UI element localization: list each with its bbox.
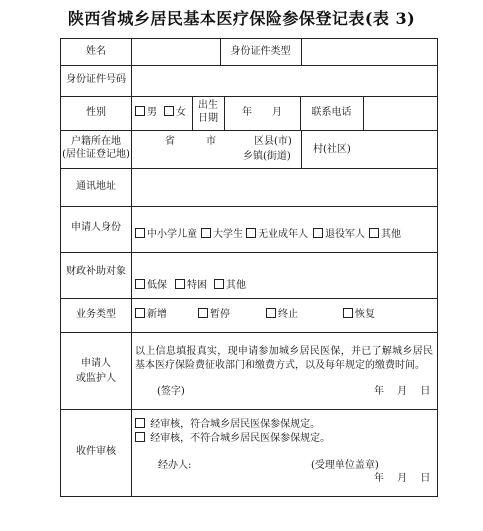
city-unit: 市 <box>206 136 216 147</box>
row-divider <box>61 65 437 66</box>
checkbox[interactable] <box>135 228 145 238</box>
declaration-text: 以上信息填报真实，现申请参加城乡居民医保，并已了解城乡居民基本医疗保险费征收部门和缴费方式，以及每年规定的缴费时间。 <box>135 346 433 371</box>
stamp-label: (受理单位盖章) <box>311 460 379 471</box>
signature-label: (签字) <box>157 386 185 397</box>
checkbox[interactable] <box>175 279 185 289</box>
column-divider <box>363 96 364 130</box>
handler-label: 经办人: <box>158 460 192 471</box>
applicant-label: 申请人 或监护人 <box>76 358 116 384</box>
business-option-resume[interactable]: 恢复 <box>343 308 375 322</box>
checkbox[interactable] <box>164 106 174 116</box>
checkbox[interactable] <box>198 308 208 318</box>
identity-option-pupil[interactable]: 中小学儿童 <box>135 228 197 242</box>
row-divider <box>61 252 437 253</box>
subsidy-label: 财政补助对象 <box>66 266 126 277</box>
identity-label: 申请人身份 <box>71 222 121 233</box>
identity-option-college[interactable]: 大学生 <box>201 228 243 242</box>
row-divider <box>61 206 437 207</box>
row-divider <box>61 298 437 299</box>
birth-date-label: 出生 日期 <box>198 100 218 124</box>
identity-option-other[interactable]: 其他 <box>369 228 401 242</box>
birth-year-month: 年 月 <box>242 107 282 118</box>
business-label: 业务类型 <box>76 309 116 320</box>
checkbox[interactable] <box>343 308 353 318</box>
review-option-rejected[interactable]: 经审核，不符合城乡居民医保参保规定。 <box>135 432 330 446</box>
gender-label: 性别 <box>86 107 106 118</box>
address-label: 通讯地址 <box>76 181 116 192</box>
checkbox[interactable] <box>246 228 256 238</box>
checkbox[interactable] <box>369 228 379 238</box>
checkbox[interactable] <box>266 308 276 318</box>
checkbox[interactable] <box>201 228 211 238</box>
household-label: 户籍所在地 (居住证登记地) <box>62 136 130 160</box>
review-option-approved[interactable]: 经审核，符合城乡居民医保参保规定。 <box>135 418 320 432</box>
checkbox[interactable] <box>135 432 145 442</box>
province-unit: 省 <box>165 136 175 147</box>
subsidy-option-other[interactable]: 其他 <box>214 279 246 293</box>
checkbox[interactable] <box>214 279 224 289</box>
business-option-pause[interactable]: 暂停 <box>198 308 230 322</box>
column-divider <box>301 39 302 65</box>
column-divider <box>301 130 302 168</box>
subsidy-option-dibao[interactable]: 低保 <box>135 279 167 293</box>
checkbox[interactable] <box>313 228 323 238</box>
column-divider <box>131 39 132 496</box>
checkbox[interactable] <box>135 418 145 428</box>
row-divider <box>61 409 437 410</box>
identity-option-veteran[interactable]: 退役军人 <box>313 228 365 242</box>
review-label: 收件审核 <box>76 446 116 457</box>
id-number-label: 身份证件号码 <box>66 74 126 85</box>
row-divider <box>61 130 437 131</box>
checkbox[interactable] <box>135 106 145 116</box>
row-divider <box>61 168 437 169</box>
village-label: 村(社区) <box>313 144 351 155</box>
registration-form <box>60 38 438 497</box>
business-option-new[interactable]: 新增 <box>135 308 167 322</box>
checkbox[interactable] <box>135 279 145 289</box>
gender-female-option[interactable]: 女 <box>164 106 186 120</box>
id-type-label: 身份证件类型 <box>230 46 291 57</box>
township-unit: 乡镇(街道) <box>243 151 291 162</box>
name-label: 姓名 <box>86 46 106 57</box>
district-unit: 区县(市) <box>254 136 292 147</box>
business-option-terminate[interactable]: 终止 <box>266 308 298 322</box>
checkbox[interactable] <box>135 308 145 318</box>
review-date: 年 月 日 <box>374 473 431 484</box>
applicant-date: 年 月 日 <box>374 386 431 397</box>
identity-option-unemployed[interactable]: 无业成年人 <box>246 228 308 242</box>
row-divider <box>61 96 437 97</box>
subsidy-option-tekun[interactable]: 特困 <box>175 279 207 293</box>
form-title: 陕西省城乡居民基本医疗保险参保登记表(表 3) <box>67 9 416 28</box>
row-divider <box>61 332 437 333</box>
gender-male-option[interactable]: 男 <box>135 106 157 120</box>
phone-label: 联系电话 <box>311 107 352 118</box>
